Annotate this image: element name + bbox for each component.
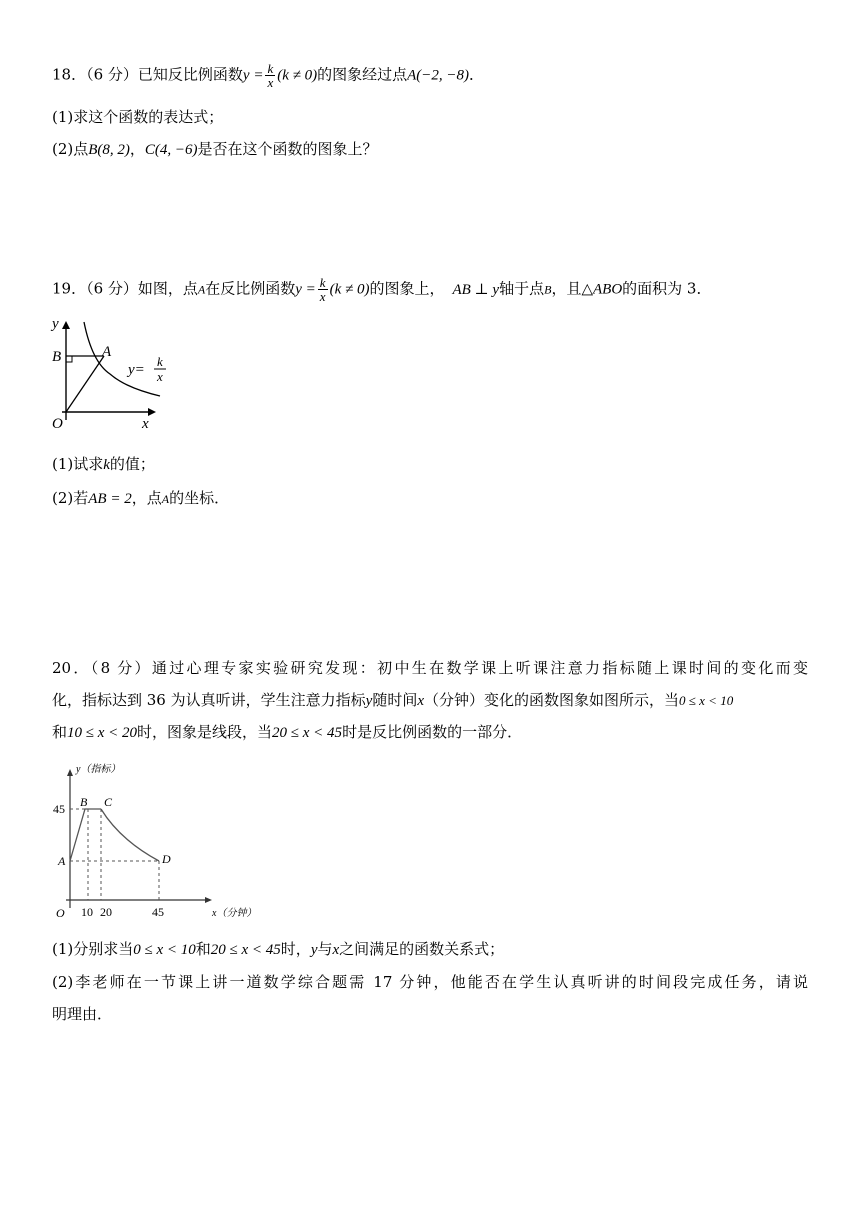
q20-part2-line1: (2)李老师在一节课上讲一道数学综合题需 17 分钟，他能否在学生认真听讲的时间段完成任务，请说 (52, 973, 808, 991)
q20-part1 (52, 937, 504, 962)
q20-l3-ineq2: 20 ≤ x < 45 (272, 725, 343, 741)
q19-point-a: A (197, 282, 206, 297)
q20-y-arrow (67, 769, 73, 776)
q20-line3 (52, 720, 522, 745)
q19-func-y: y = (295, 281, 316, 298)
q18-mid: 的图象经过点 (317, 65, 408, 84)
q18-head: 18．（6 分）已知反比例函数 (52, 65, 243, 84)
q20-graph-segments (70, 809, 101, 861)
q19-end: 的面积为 3． (622, 279, 712, 298)
q19-curve-y: y= (128, 362, 145, 378)
q20-p1-e: 之间满足的函数关系式； (339, 940, 505, 958)
q20-l2-c: （分钟）变化的函数图象如图所示，当 (424, 691, 680, 709)
q19-perp: AB ⊥ y (452, 281, 500, 298)
q19-fraction (318, 276, 328, 303)
q19-mid: 的图象上， (369, 279, 445, 298)
q20-line1: 20．（8 分）通过心理专家实验研究发现：初中生在数学课上听课注意力指标随上课时间的变化而变 (52, 659, 808, 677)
q20-label-10: 10 (81, 905, 93, 919)
q20-l2-y: y (365, 693, 373, 709)
q19-frac-den: x (319, 289, 326, 304)
q20-label-y: y（指标） (76, 764, 121, 775)
q18-part2 (52, 137, 378, 162)
q18-func-y: y = (242, 67, 264, 84)
q19-right-angle (66, 356, 72, 362)
q19-curve-num: k (157, 354, 163, 369)
q19-part1 (52, 452, 155, 477)
q19-mid3: ，且 (551, 279, 582, 298)
q18-frac-den: x (267, 75, 274, 90)
q18-cond: (k ≠ 0) (277, 67, 318, 84)
q20-p1-a: (1)分别求当 (52, 940, 134, 958)
q18-p2-a: (2)点 (52, 140, 89, 158)
q19-segment-oa (66, 356, 104, 412)
q19-head2: 在反比例函数 (205, 279, 296, 298)
q19-label-o: O (52, 416, 63, 432)
q20-l2-ineq: 0 ≤ x < 10 (679, 693, 734, 708)
q20-label-d: D (162, 852, 171, 866)
q18-p2-e: 是否在这个函数的图象上？ (197, 140, 378, 158)
q19-p1-a: (1)试求 (52, 455, 104, 473)
q19-curve-den: x (157, 369, 163, 384)
q19-p1-k: k (103, 457, 110, 473)
q18-fraction (265, 62, 275, 89)
q20-label-c: C (104, 795, 113, 809)
q20-label-45: 45 (53, 802, 65, 816)
q19-p2-b: ，点 (131, 489, 162, 507)
q18-point-b: B(8, 2) (88, 142, 130, 158)
q20-l3-c: 时是反比例函数的一部分． (342, 723, 523, 741)
q19-y-arrow (62, 321, 70, 329)
q19-x-arrow (148, 408, 156, 416)
q19-p2-c: 的坐标． (169, 489, 230, 507)
q19-label-x: x (142, 416, 149, 432)
q19-figure (48, 312, 178, 434)
q19-triangle: △ABO (581, 281, 623, 298)
q18-point: A(−2, −8) (407, 67, 470, 84)
q20-p1-c: 时， (280, 940, 311, 958)
q20-line2 (52, 688, 733, 713)
q20-label-20: 20 (100, 905, 112, 919)
q20-l2-a: 化，指标达到 36 为认真听讲，学生注意力指标 (52, 691, 366, 709)
q19-p2-eq: AB = 2 (88, 491, 132, 507)
q18-part1: (1)求这个函数的表达式； (52, 108, 224, 126)
q20-part2-line2: 明理由． (52, 1005, 113, 1023)
q19-p2-pointa: A (161, 492, 170, 506)
q20-x-arrow (205, 897, 212, 903)
q19-label-y: y (52, 316, 59, 332)
q20-figure (52, 760, 262, 922)
q20-l2-x: x (417, 693, 424, 709)
q20-l3-a: 和 (52, 723, 68, 741)
q18-line1 (52, 62, 484, 89)
q19-cond: (k ≠ 0) (329, 281, 370, 298)
q19-line1 (52, 276, 711, 303)
q20-graph-curve (101, 809, 159, 861)
q20-label-45x: 45 (152, 905, 164, 919)
q20-label-b: B (80, 795, 88, 809)
q18-frac-num: k (267, 61, 274, 76)
q19-label-b: B (52, 349, 62, 365)
q20-p1-i1: 0 ≤ x < 10 (133, 942, 196, 958)
q20-p1-y: y (310, 942, 318, 958)
q19-label-a: A (102, 344, 112, 360)
q18-end: ． (469, 65, 485, 84)
q20-p1-b: 和 (195, 940, 211, 958)
q19-part2 (52, 486, 229, 511)
q19-p1-b: 的值； (109, 455, 155, 473)
q20-l3-ineq1: 10 ≤ x < 20 (67, 725, 138, 741)
q20-label-x: x（分钟） (212, 908, 257, 919)
q18-p2-c: ， (129, 140, 145, 158)
q19-p2-a: (2)若 (52, 489, 89, 507)
q18-point-c: C(4, −6) (144, 142, 198, 158)
q19-point-b: B (544, 282, 552, 297)
q20-label-a: A (58, 854, 66, 868)
q20-p1-i2: 20 ≤ x < 45 (210, 942, 281, 958)
q19-mid2: 轴于点 (499, 279, 545, 298)
q20-p1-x: x (332, 942, 340, 958)
q20-l2-b: 随时间 (372, 691, 418, 709)
q19-curve (84, 322, 160, 396)
q20-p1-d: 与 (317, 940, 333, 958)
q19-head: 19．（6 分）如图，点 (52, 279, 198, 298)
q20-l3-b: 时，图象是线段，当 (137, 723, 273, 741)
q19-frac-num: k (319, 275, 326, 290)
q20-label-o: O (56, 906, 65, 920)
